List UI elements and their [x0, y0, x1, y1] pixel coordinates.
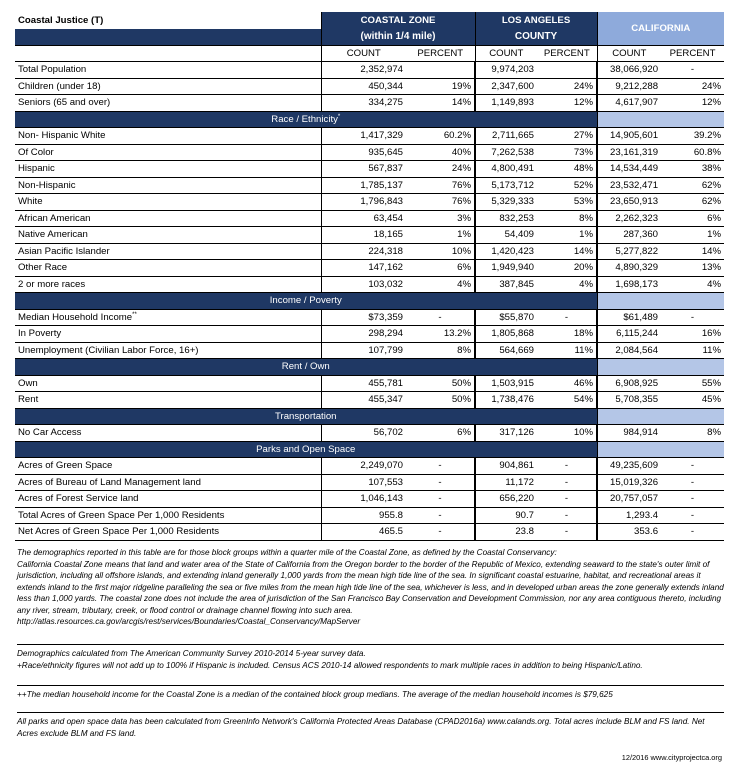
table-row — [15, 474, 724, 491]
count-cell: 38,066,920 — [597, 62, 661, 79]
table-row — [15, 491, 724, 508]
section-title — [15, 293, 597, 310]
count-cell: 4,890,329 — [597, 260, 661, 277]
count-cell: 4,800,491 — [475, 161, 537, 178]
percent-cell: 1% — [406, 227, 475, 244]
percent-cell: - — [537, 491, 597, 508]
count-cell: $55,870 — [475, 309, 537, 326]
percent-cell: - — [537, 474, 597, 491]
group-california: CALIFORNIA — [597, 12, 724, 45]
percent-cell: 38% — [661, 161, 724, 178]
table-row — [15, 309, 724, 326]
count-cell: 1,796,843 — [321, 194, 406, 211]
percent-cell: 19% — [406, 78, 475, 95]
section-header-row — [15, 359, 724, 376]
row-label — [15, 392, 321, 409]
notes-block-4 — [17, 716, 726, 739]
row-label-text: Other Race — [18, 262, 68, 274]
table-row — [15, 375, 724, 392]
count-cell: 23,532,471 — [597, 177, 661, 194]
count-cell: 317,126 — [475, 425, 537, 442]
percent-cell: 46% — [537, 375, 597, 392]
row-label — [15, 342, 321, 359]
section-title-text: Race / Ethnicity — [271, 113, 338, 125]
percent-cell: 13% — [661, 260, 724, 277]
notes-block-1 — [17, 547, 726, 628]
row-label — [15, 458, 321, 475]
row-label — [15, 128, 321, 145]
row-label-text: Of Color — [18, 146, 54, 158]
percent-cell: 73% — [537, 144, 597, 161]
count-cell: 56,702 — [321, 425, 406, 442]
percent-cell: 4% — [406, 276, 475, 293]
percent-cell: 39.2% — [661, 128, 724, 145]
demographics-table — [15, 12, 724, 541]
percent-cell: 62% — [661, 177, 724, 194]
footnote-marker: ** — [132, 311, 137, 318]
percent-cell: - — [661, 491, 724, 508]
percent-cell: 45% — [661, 392, 724, 409]
notes-block-2 — [17, 648, 726, 671]
row-label-text: Own — [18, 377, 38, 389]
row-label — [15, 326, 321, 343]
count-cell: 2,249,070 — [321, 458, 406, 475]
count-cell: 54,409 — [475, 227, 537, 244]
percent-cell: 13.2% — [406, 326, 475, 343]
footer-credit: 12/2016 www.cityprojectca.org — [621, 753, 722, 762]
percent-cell: 14% — [661, 243, 724, 260]
group-coastal-zone: COASTAL ZONE — [321, 12, 475, 29]
count-cell: 465.5 — [321, 524, 406, 541]
count-cell: 107,553 — [321, 474, 406, 491]
percent-cell: - — [537, 524, 597, 541]
count-cell: 1,417,329 — [321, 128, 406, 145]
row-label — [15, 425, 321, 442]
row-label-text: Non- Hispanic White — [18, 130, 106, 142]
percent-cell: - — [406, 491, 475, 508]
row-label — [15, 210, 321, 227]
percent-cell: 76% — [406, 194, 475, 211]
table-row — [15, 128, 724, 145]
count-cell: 564,669 — [475, 342, 537, 359]
note-url: http://atlas.resources.ca.gov/arcgis/rest/services/Boundaries/Coastal_Conservancy/MapServer — [17, 617, 361, 626]
row-label-text: In Poverty — [18, 328, 62, 340]
percent-cell: 50% — [406, 375, 475, 392]
row-label-text: Non-Hispanic — [18, 179, 76, 191]
count-cell: 6,908,925 — [597, 375, 661, 392]
count-cell: 935,645 — [321, 144, 406, 161]
table-row — [15, 260, 724, 277]
percent-cell: - — [406, 458, 475, 475]
percent-cell: 6% — [406, 260, 475, 277]
percent-cell — [406, 62, 475, 79]
percent-cell: - — [406, 474, 475, 491]
percent-cell: - — [661, 524, 724, 541]
percent-cell: - — [661, 458, 724, 475]
percent-cell: 3% — [406, 210, 475, 227]
percent-cell: 24% — [406, 161, 475, 178]
percent-cell: 55% — [661, 375, 724, 392]
column-header: PERCENT — [661, 45, 724, 62]
percent-cell: 76% — [406, 177, 475, 194]
table-row — [15, 194, 724, 211]
row-label-text: Total Population — [18, 64, 87, 76]
count-cell: 2,352,974 — [321, 62, 406, 79]
percent-cell: 12% — [661, 95, 724, 112]
row-label-text: Hispanic — [18, 163, 55, 175]
percent-cell: 6% — [661, 210, 724, 227]
percent-cell: - — [537, 458, 597, 475]
header-row-groups — [15, 12, 724, 29]
row-label — [15, 524, 321, 541]
table-row — [15, 425, 724, 442]
footnote-marker: * — [337, 113, 341, 120]
count-cell: 2,347,600 — [475, 78, 537, 95]
count-cell: 5,173,712 — [475, 177, 537, 194]
note-race: +Race/ethnicity figures will not add up to 100% if Hispanic is included. Census ACS 2010-14 allowed respondents to mark multiple races in addition to being Hispanic/Latino. — [17, 660, 643, 670]
title-bar — [15, 29, 321, 46]
percent-cell: 20% — [537, 260, 597, 277]
count-cell: 1,046,143 — [321, 491, 406, 508]
section-title — [15, 408, 597, 425]
percent-cell: 8% — [406, 342, 475, 359]
row-label-text: African American — [18, 212, 91, 224]
percent-cell — [537, 62, 597, 79]
percent-cell: 27% — [537, 128, 597, 145]
row-label-text: Asian Pacific Islander — [18, 245, 110, 257]
section-header-row — [15, 293, 724, 310]
section-title-text: Parks and Open Space — [256, 443, 356, 455]
count-cell: 7,262,538 — [475, 144, 537, 161]
count-cell: 1,420,423 — [475, 243, 537, 260]
row-label-text: No Car Access — [18, 427, 82, 439]
row-label — [15, 491, 321, 508]
section-title — [15, 359, 597, 376]
column-header: COUNT — [597, 45, 661, 62]
count-cell: 23,650,913 — [597, 194, 661, 211]
section-fill-california — [597, 111, 724, 128]
percent-cell: 11% — [537, 342, 597, 359]
row-label — [15, 177, 321, 194]
note-definition: California Coastal Zone means that land and water area of the State of California from the Oregon border to the border of the Republic of Mexico, extending seaward to the state's outer limit of jurisdiction, including all offshore islands, and extending inland generally 1,000 yards from the mean high tide line of the sea. In significant coastal estuarine, habitat, and recreational areas it extends inland to the first major ridgeline paralleling the sea or five miles from the mean high tide line of the sea, whichever is less, and in developed urban areas the zone generally extends inland less than 1,000 yards. The coastal zone does not include the area of jurisdiction of the San Francisco Bay Conservation and Development Commission, nor any area contiguous thereto, including any river, stream, tributary, creek, or flood control or drainage channel flowing into such area. — [17, 559, 724, 615]
percent-cell: 10% — [406, 243, 475, 260]
count-cell: 4,617,907 — [597, 95, 661, 112]
table-row — [15, 524, 724, 541]
row-label — [15, 161, 321, 178]
row-label — [15, 227, 321, 244]
count-cell: 298,294 — [321, 326, 406, 343]
percent-cell: 24% — [661, 78, 724, 95]
row-label-text: Acres of Forest Service land — [18, 493, 139, 505]
percent-cell: - — [406, 309, 475, 326]
percent-cell: 1% — [537, 227, 597, 244]
group-coastal-zone-sub: (within 1/4 mile) — [321, 29, 475, 46]
row-label-text: Unemployment (Civilian Labor Force, 16+) — [18, 344, 199, 356]
percent-cell: 14% — [537, 243, 597, 260]
table-row — [15, 392, 724, 409]
count-cell: 49,235,609 — [597, 458, 661, 475]
column-header: PERCENT — [406, 45, 475, 62]
percent-cell: - — [661, 474, 724, 491]
percent-cell: 8% — [537, 210, 597, 227]
percent-cell: 8% — [661, 425, 724, 442]
row-label-text: Total Acres of Green Space Per 1,000 Residents — [18, 509, 225, 521]
note-acs: Demographics calculated from The American Community Survey 2010-2014 5-year survey data. — [17, 649, 366, 658]
count-cell: 2,711,665 — [475, 128, 537, 145]
count-cell: 1,738,476 — [475, 392, 537, 409]
table-row — [15, 78, 724, 95]
table-row — [15, 95, 724, 112]
table-row — [15, 144, 724, 161]
row-label — [15, 95, 321, 112]
table-row — [15, 507, 724, 524]
percent-cell: 1% — [661, 227, 724, 244]
count-cell: 14,905,601 — [597, 128, 661, 145]
table-row — [15, 161, 724, 178]
percent-cell: 12% — [537, 95, 597, 112]
section-header-row — [15, 111, 724, 128]
percent-cell: 11% — [661, 342, 724, 359]
count-cell: 63,454 — [321, 210, 406, 227]
percent-cell: 16% — [661, 326, 724, 343]
note-intro: The demographics reported in this table are for those block groups within a quarter mile of the Coastal Zone, as defined by the Coastal Conservancy: — [17, 548, 557, 557]
percent-cell: - — [537, 309, 597, 326]
count-cell: 5,329,333 — [475, 194, 537, 211]
table-row — [15, 177, 724, 194]
row-label-text: 2 or more races — [18, 278, 86, 290]
row-label — [15, 474, 321, 491]
table-row — [15, 227, 724, 244]
count-cell: 9,974,203 — [475, 62, 537, 79]
count-cell: 1,503,915 — [475, 375, 537, 392]
section-title-text: Income / Poverty — [269, 295, 342, 307]
percent-cell: 4% — [661, 276, 724, 293]
table-row — [15, 458, 724, 475]
section-fill-california — [597, 293, 724, 310]
row-label — [15, 243, 321, 260]
section-title-text: Transportation — [275, 410, 337, 422]
divider — [17, 712, 724, 713]
group-los-angeles-sub: COUNTY — [475, 29, 597, 46]
count-cell: 90.7 — [475, 507, 537, 524]
row-label — [15, 375, 321, 392]
count-cell: 18,165 — [321, 227, 406, 244]
percent-cell: 10% — [537, 425, 597, 442]
count-cell: 15,019,326 — [597, 474, 661, 491]
row-label — [15, 78, 321, 95]
count-cell: 11,172 — [475, 474, 537, 491]
percent-cell: 60.8% — [661, 144, 724, 161]
percent-cell: 24% — [537, 78, 597, 95]
count-cell: 23,161,319 — [597, 144, 661, 161]
row-label — [15, 62, 321, 79]
row-label-text: Seniors (65 and over) — [18, 97, 111, 109]
row-label-text: Acres of Bureau of Land Management land — [18, 476, 201, 488]
percent-cell: - — [661, 309, 724, 326]
count-cell: 656,220 — [475, 491, 537, 508]
count-cell: 353.6 — [597, 524, 661, 541]
column-header-label — [15, 45, 321, 62]
percent-cell: 50% — [406, 392, 475, 409]
count-cell: 23.8 — [475, 524, 537, 541]
count-cell: 1,698,173 — [597, 276, 661, 293]
percent-cell: 53% — [537, 194, 597, 211]
row-label — [15, 260, 321, 277]
percent-cell: - — [661, 62, 724, 79]
note-parks: All parks and open space data has been calculated from GreenInfo Network's California Protected Areas Database (CPAD2016a) www.calands.org. Total acres include BLM and FS land. Net Acres exclude BLM and FS land. — [17, 717, 705, 738]
count-cell: 1,293.4 — [597, 507, 661, 524]
count-cell: 1,949,940 — [475, 260, 537, 277]
count-cell: 2,084,564 — [597, 342, 661, 359]
column-header: COUNT — [475, 45, 537, 62]
section-title — [15, 441, 597, 458]
count-cell: 832,253 — [475, 210, 537, 227]
column-header: COUNT — [321, 45, 406, 62]
percent-cell: - — [537, 507, 597, 524]
row-label — [15, 309, 321, 326]
table-title: Coastal Justice (T) — [15, 12, 321, 29]
count-cell: $73,359 — [321, 309, 406, 326]
row-label — [15, 194, 321, 211]
column-header: PERCENT — [537, 45, 597, 62]
note-income: ++The median household income for the Coastal Zone is a median of the contained block group medians. The average of the median household incomes is $79,625 — [17, 690, 613, 699]
count-cell: 103,032 — [321, 276, 406, 293]
count-cell: 5,277,822 — [597, 243, 661, 260]
table-row — [15, 210, 724, 227]
count-cell: 1,785,137 — [321, 177, 406, 194]
count-cell: 955.8 — [321, 507, 406, 524]
row-label-text: Median Household Income — [18, 311, 133, 323]
percent-cell: 52% — [537, 177, 597, 194]
group-los-angeles: LOS ANGELES — [475, 12, 597, 29]
table-row — [15, 62, 724, 79]
divider — [17, 685, 724, 686]
count-cell: 107,799 — [321, 342, 406, 359]
table-row — [15, 342, 724, 359]
percent-cell: - — [661, 507, 724, 524]
count-cell: 5,708,355 — [597, 392, 661, 409]
section-fill-california — [597, 408, 724, 425]
section-title — [15, 111, 597, 128]
section-title-text: Rent / Own — [281, 361, 330, 373]
row-label-text: Native American — [18, 229, 88, 241]
section-fill-california — [597, 359, 724, 376]
percent-cell: 48% — [537, 161, 597, 178]
count-cell: 450,344 — [321, 78, 406, 95]
row-label-text: Rent — [18, 394, 39, 406]
table-row — [15, 326, 724, 343]
percent-cell: 18% — [537, 326, 597, 343]
count-cell: 567,837 — [321, 161, 406, 178]
count-cell: 14,534,449 — [597, 161, 661, 178]
count-cell: 147,162 — [321, 260, 406, 277]
row-label-text: Acres of Green Space — [18, 460, 113, 472]
notes-block-3 — [17, 689, 726, 701]
section-header-row — [15, 408, 724, 425]
percent-cell: 40% — [406, 144, 475, 161]
percent-cell: 54% — [537, 392, 597, 409]
count-cell: 20,757,057 — [597, 491, 661, 508]
count-cell: 9,212,288 — [597, 78, 661, 95]
count-cell: 1,805,868 — [475, 326, 537, 343]
count-cell: 455,347 — [321, 392, 406, 409]
percent-cell: 14% — [406, 95, 475, 112]
section-header-row — [15, 441, 724, 458]
count-cell: 6,115,244 — [597, 326, 661, 343]
count-cell: 224,318 — [321, 243, 406, 260]
section-fill-california — [597, 441, 724, 458]
column-header-row — [15, 45, 724, 62]
percent-cell: 62% — [661, 194, 724, 211]
divider — [17, 644, 724, 645]
count-cell: 287,360 — [597, 227, 661, 244]
table-row — [15, 243, 724, 260]
row-label-text: Net Acres of Green Space Per 1,000 Residents — [18, 526, 220, 538]
count-cell: 904,861 — [475, 458, 537, 475]
row-label — [15, 144, 321, 161]
count-cell: $61,489 — [597, 309, 661, 326]
count-cell: 334,275 — [321, 95, 406, 112]
percent-cell: - — [406, 524, 475, 541]
count-cell: 984,914 — [597, 425, 661, 442]
count-cell: 1,149,893 — [475, 95, 537, 112]
table-row — [15, 276, 724, 293]
percent-cell: 60.2% — [406, 128, 475, 145]
row-label-text: Children (under 18) — [18, 80, 101, 92]
percent-cell: 4% — [537, 276, 597, 293]
count-cell: 2,262,323 — [597, 210, 661, 227]
percent-cell: - — [406, 507, 475, 524]
row-label — [15, 507, 321, 524]
count-cell: 455,781 — [321, 375, 406, 392]
row-label-text: White — [18, 196, 43, 208]
count-cell: 387,845 — [475, 276, 537, 293]
row-label — [15, 276, 321, 293]
percent-cell: 6% — [406, 425, 475, 442]
